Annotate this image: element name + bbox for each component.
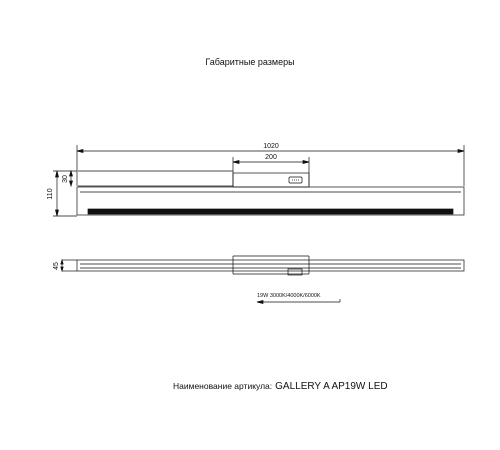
mount-length-dimension: [233, 157, 309, 186]
mount-length-label: 200: [265, 154, 277, 161]
side-height-label: 45: [53, 262, 60, 270]
spec-leader: [257, 299, 340, 304]
front-view: [77, 171, 464, 215]
article-value: GALLERY A AP19W LED: [275, 381, 388, 392]
article-line: [173, 376, 388, 394]
article-label: Наименование артикула:: [173, 381, 273, 391]
spec-label: 19W 3000K/4000K/6000K: [257, 293, 321, 299]
total-height-label: 110: [47, 188, 54, 200]
overall-length-dimension: [77, 145, 464, 186]
page-title: Габаритные размеры: [205, 57, 295, 67]
top-view: [61, 256, 464, 275]
overall-length-label: 1020: [263, 143, 279, 150]
top-height-label: 30: [62, 175, 69, 183]
